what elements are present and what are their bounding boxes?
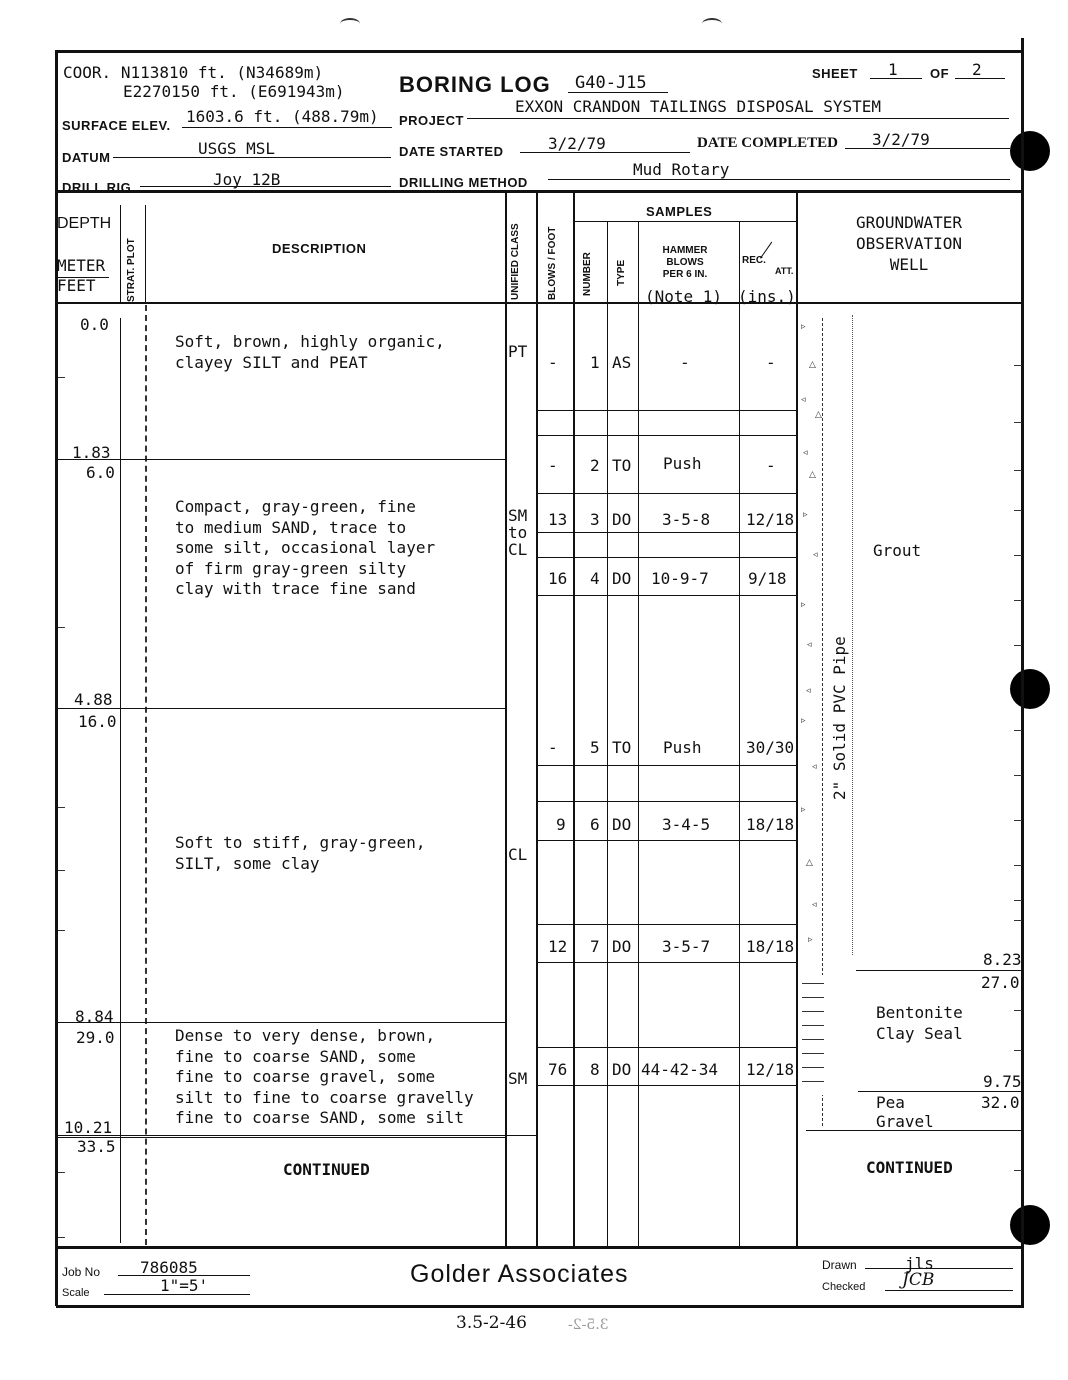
- sheet-total: 2: [972, 60, 982, 79]
- depth-feet-4: 33.5: [77, 1137, 116, 1156]
- project-name: EXXON CRANDON TAILINGS DISPOSAL SYSTEM: [515, 97, 882, 116]
- depth-feet-1: 6.0: [86, 463, 115, 482]
- sample-4-hammer: 10-9-7: [651, 569, 709, 588]
- stratum-class-2: SM to CL: [508, 506, 528, 559]
- col-samples: SAMPLES: [646, 204, 713, 219]
- gravel-top-elev-ft: 32.0: [981, 1093, 1020, 1112]
- sample-5-blows: -: [548, 738, 558, 757]
- sample-2-rec: -: [766, 456, 776, 475]
- pea-gravel-label-1: Pea: [876, 1093, 905, 1112]
- checked-label: Checked: [822, 1281, 866, 1293]
- depth-meter-4: 10.21: [64, 1118, 113, 1137]
- col-hammer: HAMMER BLOWS PER 6 IN.: [662, 245, 708, 280]
- sample-6-rec: 18/18: [746, 815, 795, 834]
- sample-2-number: 2: [590, 456, 600, 475]
- rec-col-left: [739, 222, 740, 1247]
- frame-bottom: [56, 1305, 1024, 1308]
- drawn-by: jls: [905, 1254, 934, 1273]
- depth-feet-2: 16.0: [78, 712, 117, 731]
- sample-5-number: 5: [590, 738, 600, 757]
- sample-4-rec: 9/18: [748, 569, 787, 588]
- footer-divider: [56, 1246, 1024, 1249]
- date-started: 3/2/79: [548, 134, 606, 153]
- datum-label: DATUM: [62, 150, 111, 165]
- sample-4-number: 4: [590, 569, 600, 588]
- class-col-left: [505, 192, 507, 1247]
- col-depth: DEPTH: [57, 215, 112, 232]
- stratum-boundary-3: [56, 1022, 506, 1023]
- sample-8-number: 8: [590, 1060, 600, 1079]
- stratum-boundary-4: [56, 1135, 536, 1136]
- type-col-left: [607, 222, 608, 1247]
- sample-8-hammer: 44-42-34: [641, 1060, 719, 1079]
- datum-value: USGS MSL: [198, 139, 276, 158]
- drilling-method: Mud Rotary: [633, 160, 730, 179]
- drill-rig: Joy 12B: [213, 170, 281, 189]
- stratum-class-1: PT: [508, 342, 528, 361]
- number-col-left: [573, 192, 575, 1247]
- depth-meter-2: 4.88: [74, 690, 113, 709]
- frame-left: [55, 50, 58, 1306]
- gravel-top-elev-m: 9.75: [983, 1072, 1022, 1091]
- depth-meter-1: 1.83: [72, 443, 111, 462]
- sample-3-blows: 13: [548, 510, 568, 529]
- date-started-label: DATE STARTED: [399, 144, 504, 159]
- job-no-label: Job No: [62, 1265, 101, 1279]
- sample-6-blows: 9: [556, 815, 566, 834]
- depth-col-right: [120, 318, 121, 1243]
- sample-2-type: TO: [612, 456, 632, 475]
- col-unified-class: UNIFIED CLASS: [510, 223, 521, 300]
- sample-5-type: TO: [612, 738, 632, 757]
- gravel-bottom-line: [806, 1130, 1022, 1131]
- sample-1-hammer: -: [680, 353, 690, 372]
- top-punch-mark-right: [702, 18, 722, 30]
- frame-right: [1021, 38, 1024, 1308]
- bleed-through-mark: 3.5-2-: [568, 1317, 609, 1333]
- sample-6-hammer: 3-4-5: [662, 815, 711, 834]
- col-att: ATT.: [775, 266, 794, 276]
- coord-label: COOR.: [63, 63, 112, 82]
- sample-5-rec: 30/30: [746, 738, 795, 757]
- stratum-description-3: Soft to stiff, gray-green, SILT, some clay: [175, 833, 426, 873]
- sheet-label: SHEET: [812, 66, 858, 81]
- well-pipe-line: [852, 315, 853, 955]
- drill-rig-label: DRILL RIG: [62, 180, 132, 195]
- sample-3-hammer: 3-5-8: [662, 510, 711, 529]
- seal-top-elev-m: 8.23: [983, 950, 1022, 969]
- col-strat-plot: STRAT. PLOT: [126, 238, 137, 302]
- sample-8-type: DO: [612, 1060, 632, 1079]
- stratum-boundary-1: [56, 459, 506, 460]
- col-rec-units: (ins.): [738, 287, 796, 306]
- stratum-class-3: CL: [508, 845, 528, 864]
- gravel-top-line: [858, 1091, 1022, 1092]
- seal-top-line: [856, 970, 1022, 971]
- boring-id: G40-J15: [575, 73, 647, 93]
- project-label: PROJECT: [399, 113, 464, 128]
- col-blows-foot: BLOWS / FOOT: [547, 226, 558, 300]
- sample-7-blows: 12: [548, 937, 568, 956]
- surface-elev-label: SURFACE ELEV.: [62, 118, 171, 133]
- of-label: OF: [930, 66, 950, 81]
- scale-value: 1"=5': [160, 1276, 209, 1295]
- sample-2-hammer: Push: [663, 454, 702, 473]
- sample-5-hammer: Push: [663, 738, 702, 757]
- col-rec: REC.: [742, 255, 766, 266]
- col-meter: METER: [57, 256, 106, 275]
- sample-7-type: DO: [612, 937, 632, 956]
- top-punch-mark-left: [340, 18, 360, 30]
- binder-hole-bottom: [1010, 1205, 1050, 1245]
- sheet-number: 1: [888, 60, 898, 79]
- page-number: 3.5-2-46: [456, 1313, 527, 1333]
- grout-label: Grout: [873, 541, 922, 560]
- date-completed-label: DATE COMPLETED: [697, 135, 838, 151]
- col-feet: FEET: [57, 276, 96, 295]
- sample-7-rec: 18/18: [746, 937, 795, 956]
- sample-6-number: 6: [590, 815, 600, 834]
- company-name: Golder Associates: [410, 1260, 629, 1288]
- bentonite-label-2: Clay Seal: [876, 1024, 963, 1043]
- pvc-pipe-label: 2" Solid PVC Pipe: [830, 636, 849, 800]
- drawn-label: Drawn: [822, 1258, 857, 1272]
- col-description: DESCRIPTION: [272, 241, 367, 256]
- depth-feet-0: 0.0: [80, 315, 109, 334]
- drilling-method-label: DRILLING METHOD: [399, 175, 528, 190]
- sample-3-type: DO: [612, 510, 632, 529]
- stratum-description-2: Compact, gray-green, fine to medium SAND, trace to some silt, occasional layer of firm gray-green silty clay with trace fine sand: [175, 497, 436, 598]
- coord-east: E2270150 ft. (E691943m): [123, 82, 345, 101]
- scale-label: Scale: [62, 1287, 90, 1299]
- surface-elev: 1603.6 ft. (488.79m): [186, 107, 379, 126]
- strat-col-right: [145, 305, 147, 1245]
- coord-north: N113810 ft. (N34689m): [120, 63, 324, 82]
- sample-1-type: AS: [612, 353, 632, 372]
- column-header-bottom: [56, 302, 1022, 304]
- binder-hole-top: [1010, 131, 1050, 171]
- stratum-description-1: Soft, brown, highly organic, clayey SILT and PEAT: [175, 332, 445, 372]
- seal-top-elev-ft: 27.0: [981, 973, 1020, 992]
- col-number: NUMBER: [582, 252, 593, 296]
- stratum-boundary-2: [56, 708, 506, 709]
- strat-col-header-border: [120, 205, 121, 303]
- checked-by-signature: JCB: [902, 1270, 935, 1290]
- sample-7-number: 7: [590, 937, 600, 956]
- depth-meter-3: 8.84: [75, 1007, 114, 1026]
- blows-col-left: [536, 192, 538, 1247]
- col-hammer-note: (Note 1): [645, 287, 723, 306]
- stratum-description-4: Dense to very dense, brown, fine to coarse SAND, some fine to coarse gravel, some silt to fine to coarse gravelly fine to coarse SAND, some silt: [175, 1026, 474, 1127]
- sample-8-blows: 76: [548, 1060, 568, 1079]
- col-groundwater: GROUNDWATER OBSERVATION WELL: [856, 213, 962, 274]
- sample-1-rec: -: [766, 353, 776, 372]
- depth-feet-3: 29.0: [76, 1028, 115, 1047]
- header-divider: [56, 190, 1022, 193]
- frame-top: [56, 50, 1022, 53]
- sample-4-type: DO: [612, 569, 632, 588]
- sample-4-blows: 16: [548, 569, 568, 588]
- pea-gravel-label-2: Gravel: [876, 1112, 934, 1131]
- sample-7-hammer: 3-5-7: [662, 937, 711, 956]
- sample-1-number: 1: [590, 353, 600, 372]
- hammer-col-left: [638, 222, 639, 1247]
- sample-2-blows: -: [548, 456, 558, 475]
- well-col-left: [796, 192, 798, 1247]
- sample-8-rec: 12/18: [746, 1060, 795, 1079]
- coord-block: [63, 63, 323, 82]
- sample-6-type: DO: [612, 815, 632, 834]
- job-no: 786085: [140, 1258, 198, 1277]
- bentonite-hatch: [802, 975, 824, 1095]
- date-completed: 3/2/79: [872, 130, 930, 149]
- page-title: BORING LOG: [399, 72, 551, 97]
- sample-3-rec: 12/18: [746, 510, 795, 529]
- binder-hole-middle: [1010, 669, 1050, 709]
- bentonite-label-1: Bentonite: [876, 1003, 963, 1022]
- sample-1-blows: -: [548, 353, 558, 372]
- stratum-class-4: SM: [508, 1069, 528, 1088]
- sample-3-number: 3: [590, 510, 600, 529]
- continued-right: CONTINUED: [866, 1158, 953, 1177]
- continued-left: CONTINUED: [283, 1160, 370, 1179]
- col-type: TYPE: [616, 259, 627, 286]
